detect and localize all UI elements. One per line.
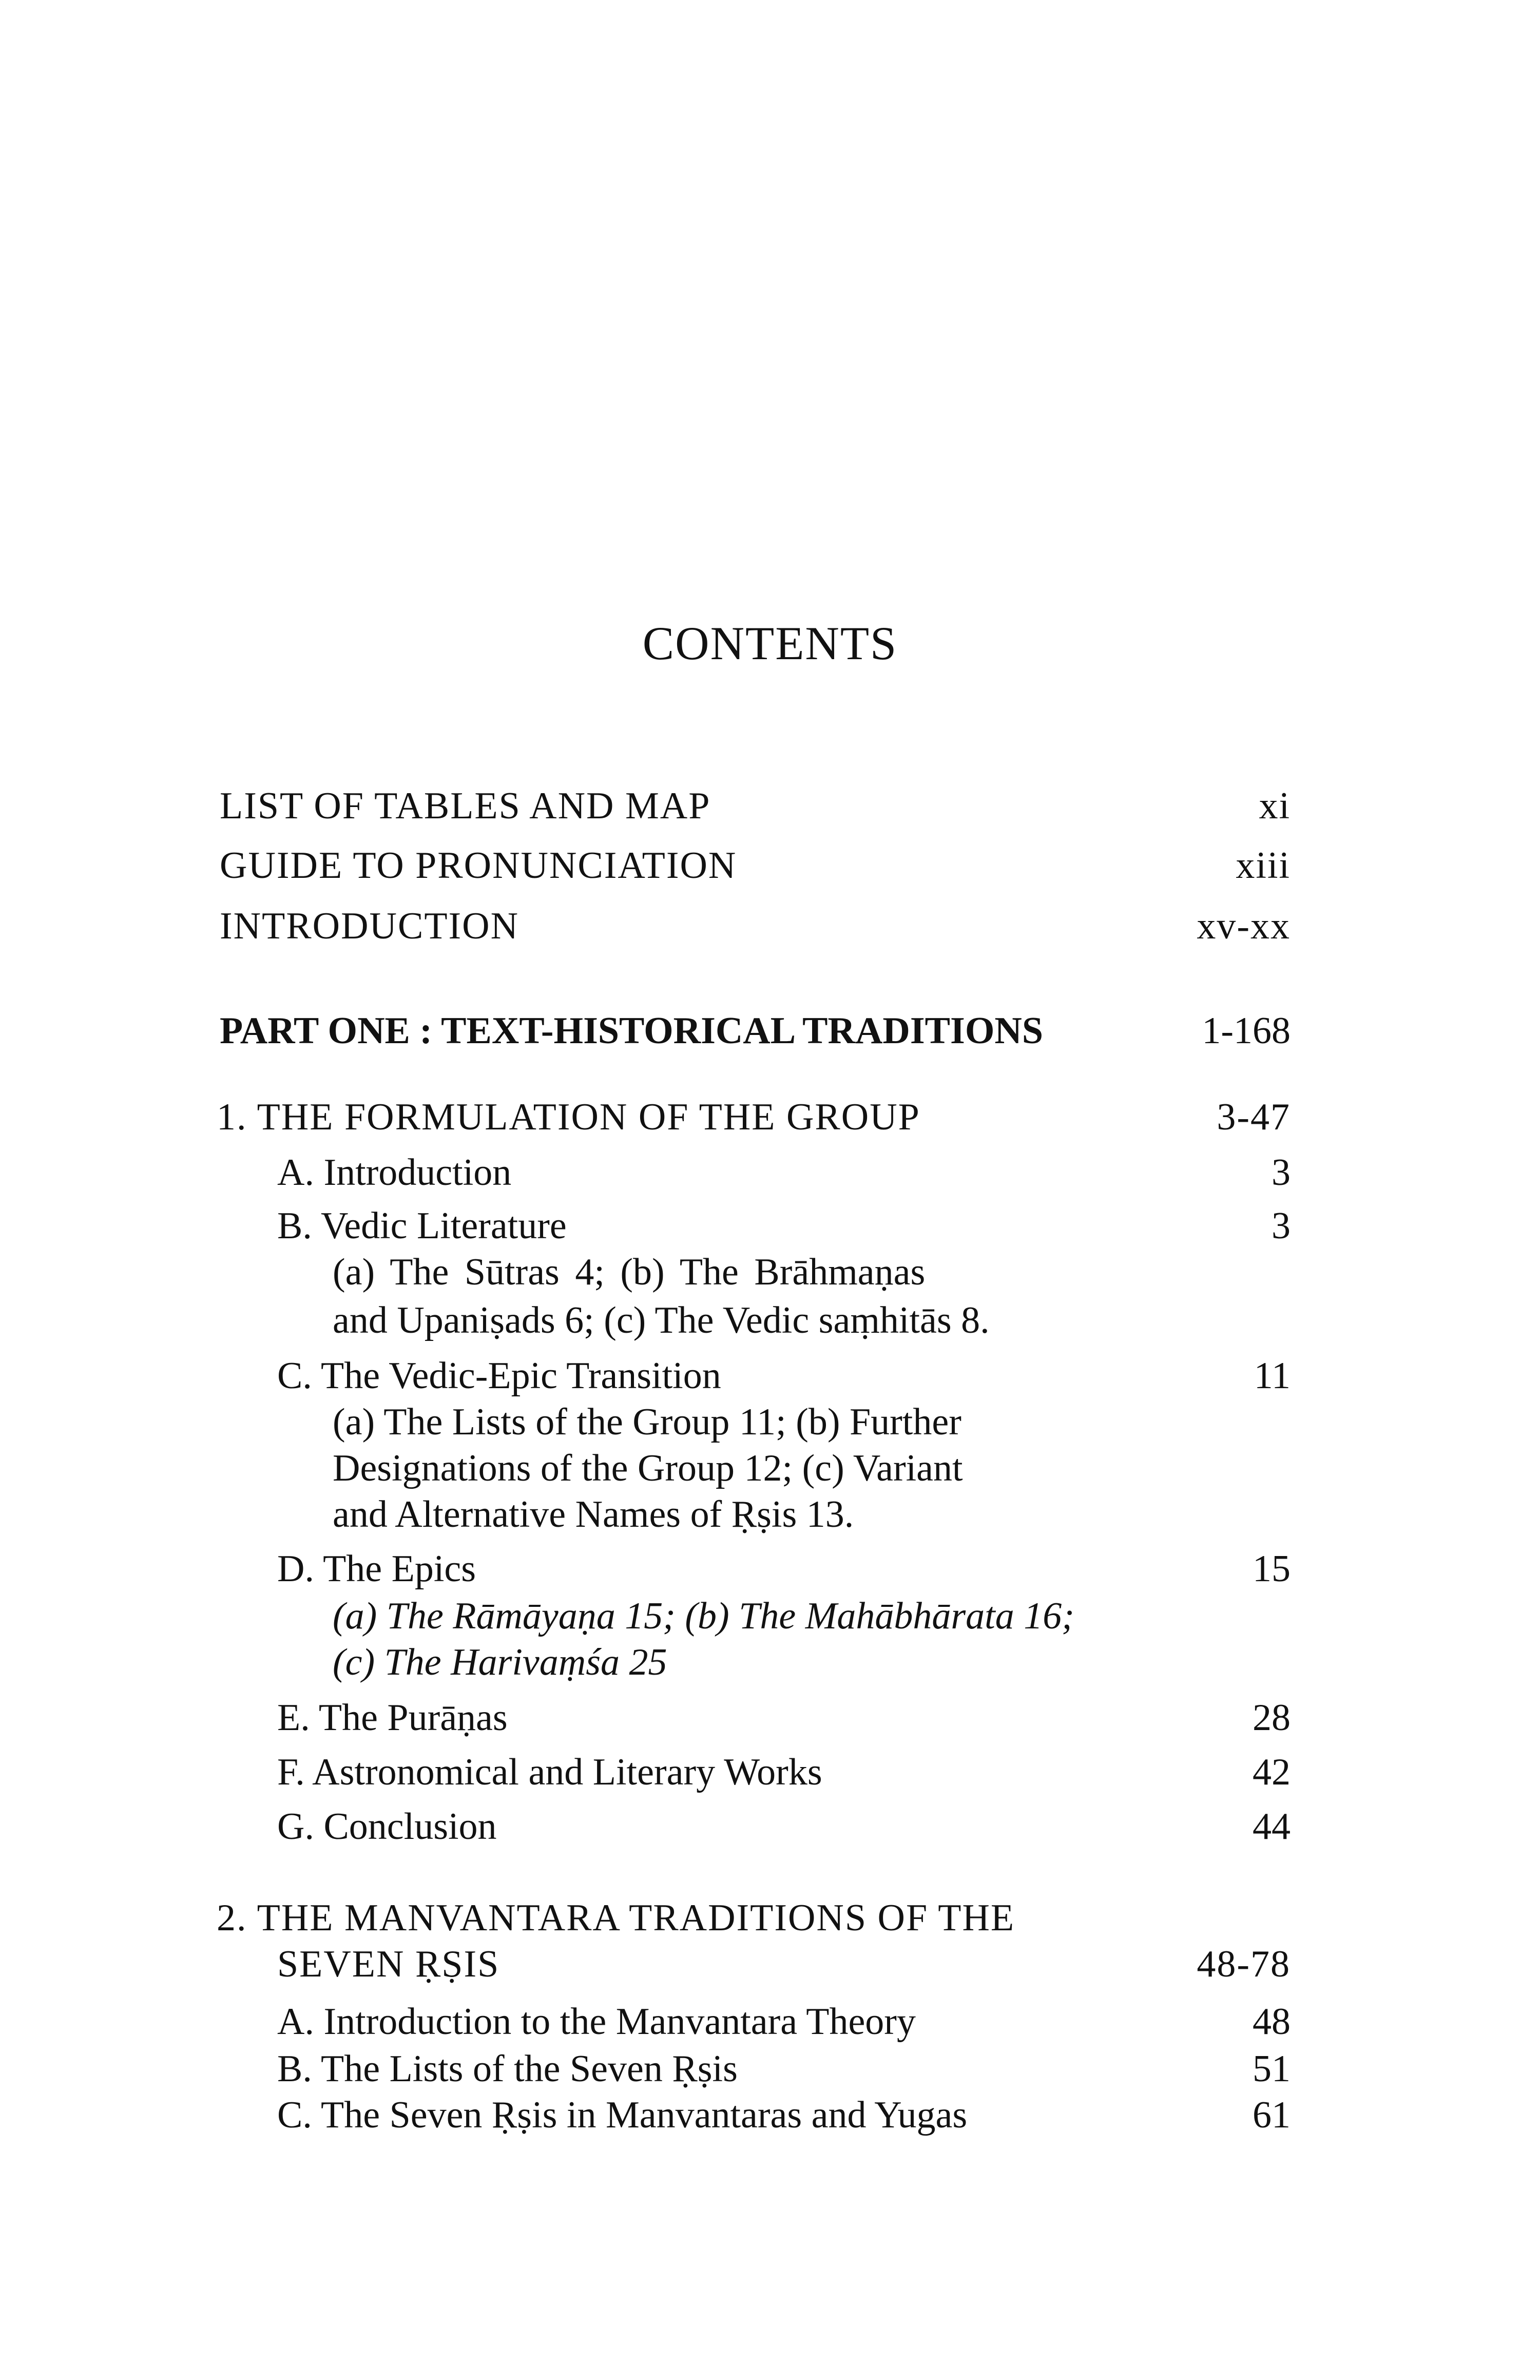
- toc-section: [0, 1801, 1540, 1852]
- toc-section: [0, 1996, 1540, 2047]
- toc-section-label: B. Vedic Literature: [277, 1205, 567, 1247]
- toc-section: [0, 2089, 1540, 2141]
- toc-section-page: 51: [1253, 2048, 1291, 2090]
- toc-detail-text: (a) The Lists of the Group 11; (b) Further: [333, 1401, 961, 1443]
- toc-section-label: C. The Seven Ṛṣis in Manvantaras and Yugas: [277, 2094, 968, 2136]
- toc-section-page: 3: [1272, 1205, 1291, 1247]
- toc-section-page: 61: [1253, 2094, 1291, 2136]
- toc-section-page: 28: [1253, 1697, 1291, 1739]
- toc-chapter-page: 48-78: [1197, 1943, 1291, 1985]
- toc-section-detail: [0, 1443, 1540, 1494]
- toc-section-label: F. Astronomical and Literary Works: [277, 1751, 822, 1793]
- toc-section-label: G. Conclusion: [277, 1806, 497, 1848]
- toc-section-label: A. Introduction to the Manvantara Theory: [277, 2001, 916, 2043]
- toc-chapter-label-continued: SEVEN ṚṢIS: [277, 1943, 500, 1985]
- toc-entry-page: xv-xx: [1197, 905, 1291, 947]
- toc-section-detail: [0, 1295, 1540, 1346]
- toc-entry-label: LIST OF TABLES AND MAP: [220, 785, 711, 827]
- toc-detail-text: (a) The Sūtras 4; (b) The Brāhmaṇas: [333, 1251, 926, 1293]
- toc-detail-text: (a) The Rāmāyaṇa 15; (b) The Mahābhārata 16;: [333, 1595, 1074, 1637]
- toc-section: [0, 1200, 1540, 1252]
- toc-section-detail: [0, 1590, 1540, 1642]
- toc-section: [0, 1746, 1540, 1798]
- toc-entry-introduction: [0, 900, 1540, 952]
- toc-section-label: B. The Lists of the Seven Ṛṣis: [277, 2048, 738, 2090]
- toc-section: [0, 2043, 1540, 2095]
- toc-section-label: C. The Vedic-Epic Transition: [277, 1355, 721, 1397]
- toc-section-page: 15: [1253, 1548, 1291, 1590]
- toc-entry-page: xi: [1259, 785, 1291, 827]
- toc-entry-page: xiii: [1236, 844, 1291, 887]
- toc-part-page: 1-168: [1202, 1010, 1291, 1052]
- toc-chapter-1: [0, 1091, 1540, 1143]
- toc-section-detail: [0, 1396, 1540, 1448]
- toc-chapter-2-continued: [0, 1938, 1540, 1990]
- toc-detail-text: Designations of the Group 12; (c) Variant: [333, 1447, 963, 1489]
- toc-entry-label: INTRODUCTION: [220, 905, 519, 947]
- toc-chapter-page: 3-47: [1217, 1096, 1291, 1138]
- toc-entry-guide-to-pronunciation: [0, 840, 1540, 891]
- toc-section-label: D. The Epics: [277, 1548, 476, 1590]
- toc-part-one: [0, 1005, 1540, 1057]
- toc-section-page: 48: [1253, 2001, 1291, 2043]
- page-title: CONTENTS: [642, 617, 898, 669]
- toc-part-label: PART ONE : TEXT-HISTORICAL TRADITIONS: [220, 1010, 1043, 1052]
- toc-section-detail: [0, 1246, 1540, 1298]
- toc-section-detail: [0, 1637, 1540, 1688]
- toc-entry-label: GUIDE TO PRONUNCIATION: [220, 844, 737, 887]
- toc-chapter-label: 2. THE MANVANTARA TRADITIONS OF THE: [217, 1897, 1015, 1939]
- toc-section-page: 3: [1272, 1151, 1291, 1194]
- toc-chapter-label: 1. THE FORMULATION OF THE GROUP: [217, 1096, 920, 1138]
- toc-entry-list-of-tables: [0, 780, 1540, 832]
- toc-section-detail: [0, 1489, 1540, 1540]
- toc-section: [0, 1147, 1540, 1198]
- toc-section-page: 11: [1254, 1355, 1291, 1397]
- toc-section-label: A. Introduction: [277, 1151, 512, 1194]
- toc-section: [0, 1350, 1540, 1402]
- toc-detail-text: and Alternative Names of Ṛṣis 13.: [333, 1493, 854, 1536]
- toc-chapter-2: [0, 1892, 1540, 1944]
- toc-section-label: E. The Purāṇas: [277, 1697, 508, 1739]
- toc-section: [0, 1692, 1540, 1743]
- toc-section: [0, 1543, 1540, 1595]
- toc-detail-text: (c) The Harivaṃśa 25: [333, 1641, 667, 1683]
- toc-detail-text: and Upaniṣads 6; (c) The Vedic saṃhitās 8.: [333, 1299, 990, 1341]
- toc-section-page: 44: [1253, 1806, 1291, 1848]
- toc-section-page: 42: [1253, 1751, 1291, 1793]
